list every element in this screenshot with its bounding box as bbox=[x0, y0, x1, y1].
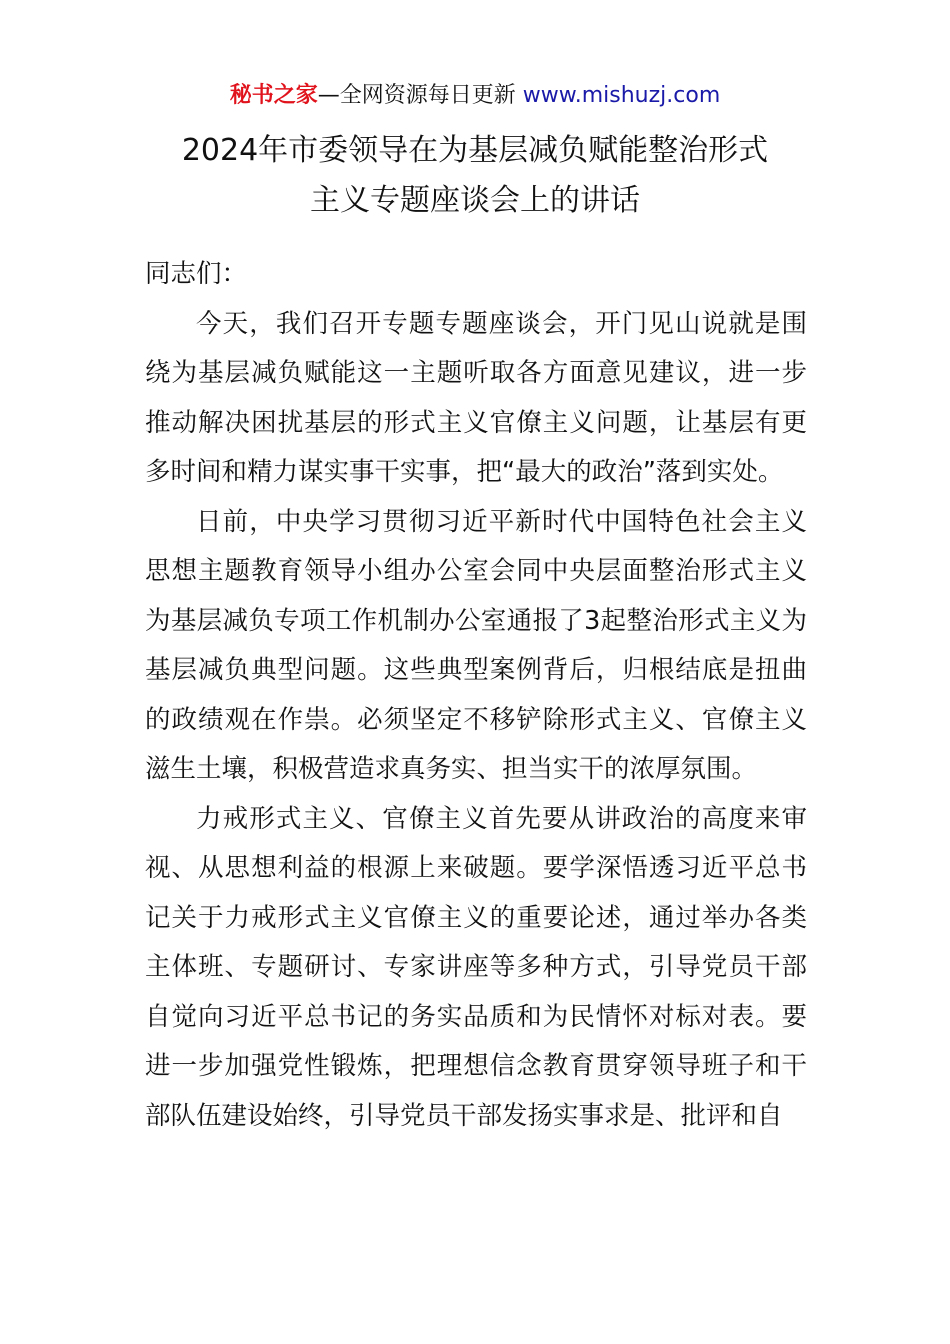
title-line-1: 2024年市委领导在为基层减负赋能整治形式 bbox=[181, 133, 769, 168]
site-url-link[interactable]: www.mishuzj.com bbox=[522, 83, 721, 108]
title-line-2: 主义专题座谈会上的讲话 bbox=[310, 183, 640, 218]
paragraph-3: 力戒形式主义、官僚主义首先要从讲政治的高度来审视、从思想利益的根源上来破题。要学深悟透习近平总书记关于力戒形式主义官僚主义的重要论述，通过举办各类主体班、专题研讨、专家讲座等多种方式，引导党员干部自觉向习近平总书记的务实品质和为民情怀对标对表。要进一步加强党性锻炼，把理想信念教育贯穿领导班子和干部队伍建设始终，引导党员干部发扬实事求是、批评和自 bbox=[145, 803, 807, 1131]
paragraph-2: 日前，中央学习贯彻习近平新时代中国特色社会主义思想主题教育领导小组办公室会同中央层面整治形式主义为基层减负专项工作机制办公室通报了3起整治形式主义为基层减负典型问题。这些典型案例背后，归根结底是扭曲的政绩观在作祟。必须坚定不移铲除形式主义、官僚主义滋生土壤，积极营造求真务实、担当实干的浓厚氛围。 bbox=[145, 506, 807, 784]
site-header bbox=[0, 80, 950, 112]
paragraph-1: 今天，我们召开专题专题座谈会，开门见山说就是围绕为基层减负赋能这一主题听取各方面意见建议，进一步推动解决困扰基层的形式主义官僚主义问题，让基层有更多时间和精力谋实事干实事，把“最大的政治”落到实处。 bbox=[145, 308, 807, 487]
brand-name: 秘书之家 bbox=[229, 83, 318, 108]
header-tagline: —全网资源每日更新 bbox=[317, 83, 523, 108]
document-body bbox=[145, 250, 807, 1141]
salutation: 同志们： bbox=[145, 259, 248, 289]
document-title bbox=[0, 126, 950, 226]
